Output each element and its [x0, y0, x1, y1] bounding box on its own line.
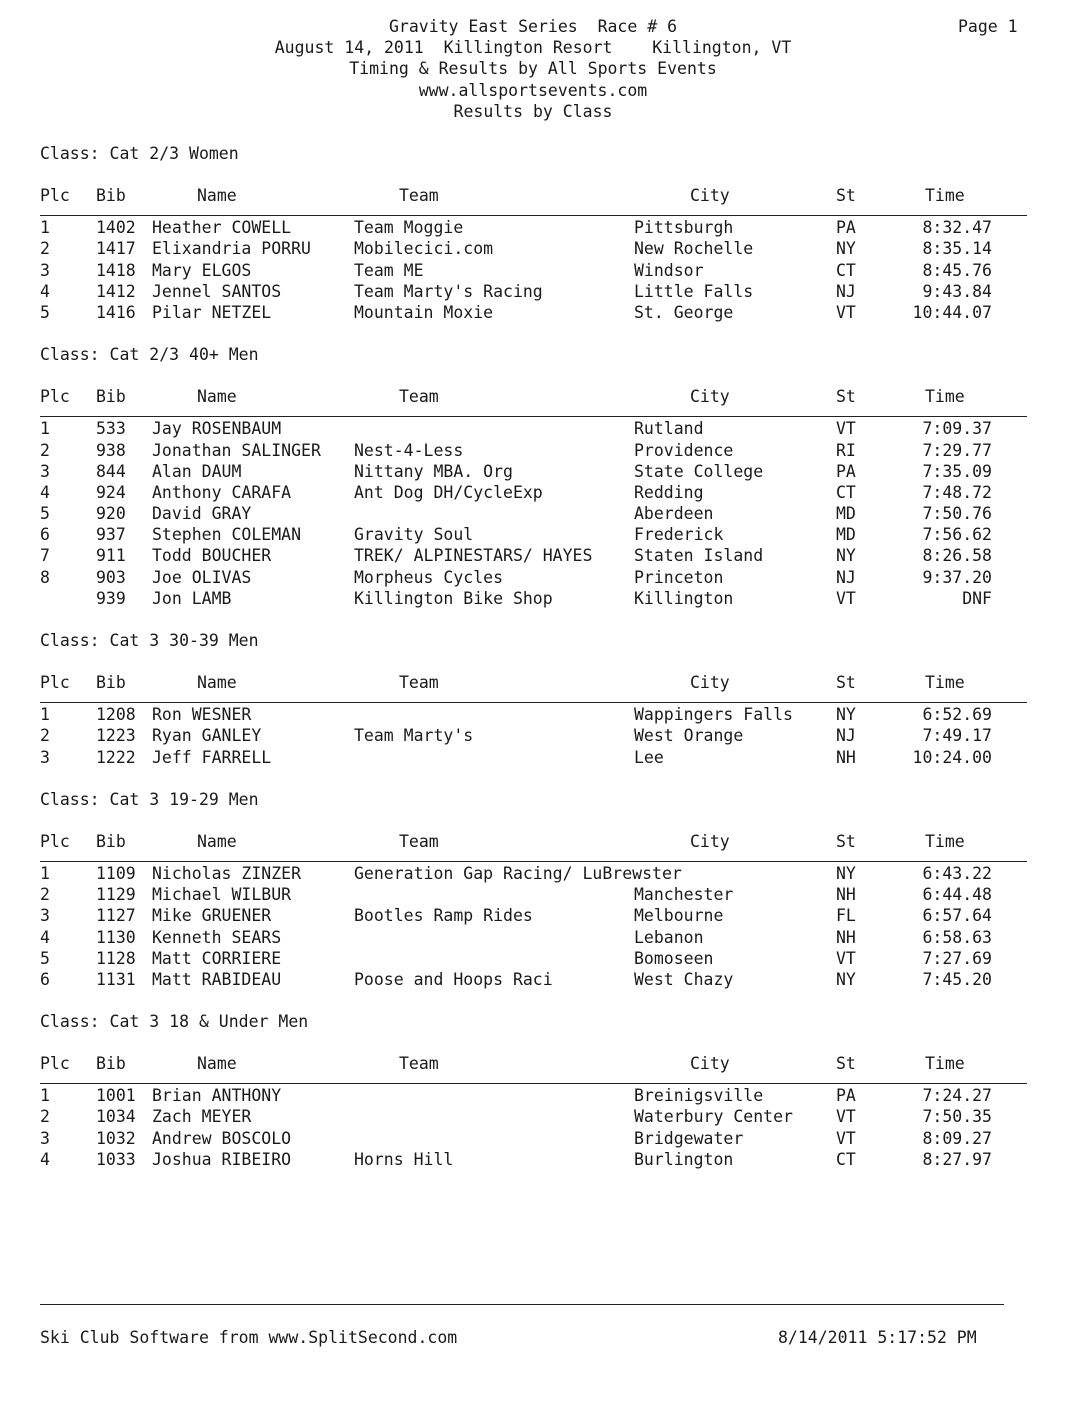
column-header-st: St	[836, 673, 856, 693]
result-row	[40, 260, 1025, 281]
cell-city: Breinigsville	[634, 1086, 764, 1106]
cell-city: New Rochelle	[634, 239, 754, 259]
cell-bib: 1417	[96, 239, 136, 259]
cell-name: Ron WESNER	[152, 705, 252, 725]
result-row	[40, 927, 1025, 948]
results-rows	[40, 1084, 1025, 1170]
cell-time: 6:58.63	[922, 927, 992, 947]
header-line-date-venue: August 14, 2011 Killington Resort Killington, VT	[274, 38, 792, 58]
cell-city: Aberdeen	[634, 504, 714, 524]
cell-st: NH	[836, 885, 856, 905]
cell-name: Jeff FARRELL	[152, 747, 272, 767]
column-header-plc: Plc	[40, 186, 70, 206]
cell-team: Horns Hill	[354, 1149, 454, 1169]
cell-bib: 1130	[96, 927, 136, 947]
result-row	[40, 503, 1025, 524]
cell-team: Nest-4-Less	[354, 440, 464, 460]
column-header-time: Time	[925, 831, 965, 851]
cell-city: Bridgewater	[634, 1128, 744, 1148]
cell-name: Heather COWELL	[152, 218, 292, 238]
cell-plc: 4	[40, 1149, 50, 1169]
cell-bib: 1412	[96, 281, 136, 301]
cell-team: Generation Gap Racing/ LuBrewster	[354, 863, 682, 883]
class-section	[40, 789, 1025, 990]
cell-bib: 1109	[96, 863, 136, 883]
class-section	[40, 630, 1025, 768]
class-title: Class: Cat 3 18 & Under Men	[40, 1012, 309, 1032]
class-section	[40, 1011, 1025, 1170]
column-header-plc: Plc	[40, 831, 70, 851]
cell-st: PA	[836, 1086, 856, 1106]
cell-time: 6:52.69	[922, 705, 992, 725]
cell-st: NY	[836, 969, 856, 989]
column-header-time: Time	[925, 1054, 965, 1074]
cell-bib: 1032	[96, 1128, 136, 1148]
cell-time: 7:56.62	[922, 525, 992, 545]
result-row	[40, 1149, 1025, 1170]
cell-plc: 2	[40, 726, 50, 746]
cell-city: Melbourne	[634, 906, 724, 926]
cell-plc: 1	[40, 705, 50, 725]
cell-name: Pilar NETZEL	[152, 302, 272, 322]
column-header-plc: Plc	[40, 673, 70, 693]
result-row	[40, 725, 1025, 746]
cell-bib: 903	[96, 567, 126, 587]
header-line-website: www.allsportsevents.com	[418, 80, 648, 100]
cell-name: Jonathan SALINGER	[152, 440, 321, 460]
cell-name: Elixandria PORRU	[152, 239, 311, 259]
cell-time: 8:32.47	[922, 218, 992, 238]
result-row	[40, 567, 1025, 588]
cell-plc: 1	[40, 1086, 50, 1106]
header-line-timing: Timing & Results by All Sports Events	[349, 59, 717, 79]
result-row	[40, 948, 1025, 969]
cell-time: 7:49.17	[922, 726, 992, 746]
cell-st: PA	[836, 218, 856, 238]
cell-plc: 1	[40, 419, 50, 439]
result-row	[40, 1128, 1025, 1149]
cell-st: VT	[836, 1128, 856, 1148]
cell-bib: 1001	[96, 1086, 136, 1106]
column-header-bib: Bib	[96, 673, 126, 693]
cell-bib: 1131	[96, 969, 136, 989]
result-row	[40, 863, 1025, 884]
cell-bib: 1222	[96, 747, 136, 767]
cell-team: Team Moggie	[354, 218, 464, 238]
column-header-st: St	[836, 831, 856, 851]
cell-bib: 1418	[96, 260, 136, 280]
cell-team: Gravity Soul	[354, 525, 474, 545]
results-content	[40, 143, 1025, 1191]
result-row	[40, 524, 1025, 545]
cell-time: 6:43.22	[922, 863, 992, 883]
cell-name: Jennel SANTOS	[152, 281, 282, 301]
cell-team: Ant Dog DH/CycleExp	[354, 482, 543, 502]
cell-time: 6:57.64	[922, 906, 992, 926]
column-header-name: Name	[197, 673, 237, 693]
cell-name: Michael WILBUR	[152, 885, 292, 905]
result-row	[40, 217, 1025, 238]
footer-timestamp: 8/14/2011 5:17:52 PM	[778, 1328, 977, 1347]
results-rows	[40, 417, 1025, 609]
cell-st: CT	[836, 1149, 856, 1169]
column-header-city: City	[690, 673, 730, 693]
cell-plc: 6	[40, 969, 50, 989]
cell-st: NJ	[836, 281, 856, 301]
column-header-team: Team	[399, 673, 439, 693]
header-line-report-type: Results by Class	[453, 101, 613, 121]
column-header-team: Team	[399, 186, 439, 206]
cell-time: 7:27.69	[922, 948, 992, 968]
cell-city: Wappingers Falls	[634, 705, 793, 725]
cell-st: NY	[836, 863, 856, 883]
column-header-team: Team	[399, 831, 439, 851]
cell-city: Burlington	[634, 1149, 734, 1169]
result-row	[40, 281, 1025, 302]
cell-plc: 1	[40, 863, 50, 883]
cell-st: FL	[836, 906, 856, 926]
cell-time: 7:50.76	[922, 504, 992, 524]
cell-bib: 1128	[96, 948, 136, 968]
cell-plc: 5	[40, 302, 50, 322]
column-header-row	[40, 386, 1025, 407]
result-row	[40, 1106, 1025, 1127]
column-header-city: City	[690, 387, 730, 407]
cell-st: VT	[836, 302, 856, 322]
cell-st: NH	[836, 927, 856, 947]
result-row	[40, 588, 1025, 609]
results-rows	[40, 216, 1025, 323]
cell-time: 8:09.27	[922, 1128, 992, 1148]
column-header-plc: Plc	[40, 387, 70, 407]
cell-team: Nittany MBA. Org	[354, 461, 513, 481]
column-header-time: Time	[925, 186, 965, 206]
class-title: Class: Cat 2/3 40+ Men	[40, 345, 259, 365]
cell-bib: 939	[96, 588, 126, 608]
class-section	[40, 143, 1025, 323]
cell-team: Bootles Ramp Rides	[354, 906, 533, 926]
cell-st: VT	[836, 948, 856, 968]
cell-name: Stephen COLEMAN	[152, 525, 302, 545]
cell-city: Frederick	[634, 525, 724, 545]
column-header-st: St	[836, 186, 856, 206]
column-header-city: City	[690, 1054, 730, 1074]
cell-team: Mountain Moxie	[354, 302, 494, 322]
cell-bib: 1416	[96, 302, 136, 322]
cell-st: PA	[836, 461, 856, 481]
cell-bib: 938	[96, 440, 126, 460]
cell-city: Rutland	[634, 419, 704, 439]
cell-name: Mary ELGOS	[152, 260, 252, 280]
result-row	[40, 238, 1025, 259]
column-header-bib: Bib	[96, 186, 126, 206]
cell-time: 10:24.00	[912, 747, 992, 767]
cell-st: NH	[836, 747, 856, 767]
page-number: Page 1	[958, 17, 1018, 36]
cell-city: West Orange	[634, 726, 744, 746]
cell-city: Manchester	[634, 885, 734, 905]
cell-st: VT	[836, 1107, 856, 1127]
cell-time: 8:45.76	[922, 260, 992, 280]
column-header-name: Name	[197, 186, 237, 206]
cell-name: Ryan GANLEY	[152, 726, 262, 746]
cell-team: TREK/ ALPINESTARS/ HAYES	[354, 546, 593, 566]
cell-time: 7:09.37	[922, 419, 992, 439]
footer-divider	[40, 1304, 1004, 1305]
cell-team: Morpheus Cycles	[354, 567, 504, 587]
cell-city: Providence	[634, 440, 734, 460]
cell-st: VT	[836, 588, 856, 608]
cell-plc: 1	[40, 218, 50, 238]
cell-plc: 2	[40, 239, 50, 259]
column-header-name: Name	[197, 387, 237, 407]
cell-name: Matt RABIDEAU	[152, 969, 282, 989]
cell-plc: 2	[40, 1107, 50, 1127]
cell-time: 10:44.07	[912, 302, 992, 322]
cell-bib: 911	[96, 546, 126, 566]
cell-city: Lebanon	[634, 927, 704, 947]
cell-plc: 5	[40, 504, 50, 524]
cell-city: State College	[634, 461, 764, 481]
cell-name: Joshua RIBEIRO	[152, 1149, 292, 1169]
cell-team: Team Marty's	[354, 726, 474, 746]
cell-bib: 1402	[96, 218, 136, 238]
cell-st: NJ	[836, 726, 856, 746]
class-title: Class: Cat 3 30-39 Men	[40, 631, 259, 650]
column-header-city: City	[690, 186, 730, 206]
cell-name: Jay ROSENBAUM	[152, 419, 282, 439]
class-title: Class: Cat 2/3 Women	[40, 144, 239, 163]
cell-bib: 1223	[96, 726, 136, 746]
cell-time: 9:43.84	[922, 281, 992, 301]
class-section	[40, 344, 1025, 609]
cell-bib: 920	[96, 504, 126, 524]
cell-name: Jon LAMB	[152, 588, 232, 608]
cell-plc: 4	[40, 927, 50, 947]
cell-plc: 3	[40, 260, 50, 280]
cell-plc: 3	[40, 906, 50, 926]
cell-city: Pittsburgh	[634, 218, 734, 238]
cell-team: Poose and Hoops Raci	[354, 969, 553, 989]
cell-city: Lee	[634, 747, 664, 767]
header-line-series: Gravity East Series Race # 6	[388, 17, 678, 36]
cell-city: Redding	[634, 482, 704, 502]
result-row	[40, 418, 1025, 439]
result-row	[40, 545, 1025, 566]
cell-st: RI	[836, 440, 856, 460]
cell-plc: 3	[40, 747, 50, 767]
result-row	[40, 884, 1025, 905]
column-header-st: St	[836, 387, 856, 407]
cell-name: Joe OLIVAS	[152, 567, 252, 587]
cell-team: Mobilecici.com	[354, 239, 494, 259]
column-header-name: Name	[197, 831, 237, 851]
cell-time: DNF	[962, 588, 992, 608]
column-header-bib: Bib	[96, 387, 126, 407]
column-header-team: Team	[399, 387, 439, 407]
cell-st: CT	[836, 482, 856, 502]
cell-plc: 3	[40, 461, 50, 481]
cell-time: 7:35.09	[922, 461, 992, 481]
column-header-row	[40, 672, 1025, 693]
cell-bib: 1034	[96, 1107, 136, 1127]
cell-city: Bomoseen	[634, 948, 714, 968]
cell-bib: 844	[96, 461, 126, 481]
cell-time: 7:50.35	[922, 1107, 992, 1127]
column-header-bib: Bib	[96, 1054, 126, 1074]
results-rows	[40, 862, 1025, 990]
cell-name: Matt CORRIERE	[152, 948, 282, 968]
results-rows	[40, 703, 1025, 768]
cell-city: Princeton	[634, 567, 724, 587]
cell-bib: 924	[96, 482, 126, 502]
class-title: Class: Cat 3 19-29 Men	[40, 789, 259, 809]
cell-plc: 5	[40, 948, 50, 968]
result-row	[40, 482, 1025, 503]
cell-plc: 6	[40, 525, 50, 545]
result-row	[40, 1085, 1025, 1106]
column-header-city: City	[690, 831, 730, 851]
cell-bib: 1129	[96, 885, 136, 905]
cell-time: 8:35.14	[922, 239, 992, 259]
result-row	[40, 461, 1025, 482]
cell-time: 7:45.20	[922, 969, 992, 989]
cell-time: 7:48.72	[922, 482, 992, 502]
column-header-plc: Plc	[40, 1054, 70, 1074]
cell-plc: 8	[40, 567, 50, 587]
cell-plc: 4	[40, 281, 50, 301]
result-row	[40, 440, 1025, 461]
cell-plc: 2	[40, 885, 50, 905]
cell-st: MD	[836, 525, 856, 545]
cell-bib: 533	[96, 419, 126, 439]
cell-team: Team ME	[354, 260, 424, 280]
column-header-row	[40, 185, 1025, 206]
cell-name: Andrew BOSCOLO	[152, 1128, 292, 1148]
cell-city: West Chazy	[634, 969, 734, 989]
cell-plc: 7	[40, 546, 50, 566]
column-header-time: Time	[925, 387, 965, 407]
result-row	[40, 302, 1025, 323]
cell-st: NY	[836, 705, 856, 725]
cell-st: MD	[836, 504, 856, 524]
result-row	[40, 704, 1025, 725]
cell-plc: 4	[40, 482, 50, 502]
cell-name: Anthony CARAFA	[152, 482, 292, 502]
cell-bib: 1127	[96, 906, 136, 926]
cell-time: 7:24.27	[922, 1086, 992, 1106]
column-header-row	[40, 831, 1025, 852]
cell-time: 7:29.77	[922, 440, 992, 460]
column-header-team: Team	[399, 1054, 439, 1074]
cell-bib: 1208	[96, 705, 136, 725]
cell-name: Mike GRUENER	[152, 906, 272, 926]
cell-name: Todd BOUCHER	[152, 546, 272, 566]
cell-name: Brian ANTHONY	[152, 1086, 282, 1106]
cell-name: David GRAY	[152, 504, 252, 524]
column-header-st: St	[836, 1054, 856, 1074]
footer-software-credit: Ski Club Software from www.SplitSecond.com	[40, 1328, 458, 1347]
column-header-row	[40, 1053, 1025, 1074]
result-row	[40, 969, 1025, 990]
cell-st: CT	[836, 260, 856, 280]
cell-time: 6:44.48	[922, 885, 992, 905]
cell-city: Waterbury Center	[634, 1107, 793, 1127]
cell-city: Killington	[634, 588, 734, 608]
cell-team: Team Marty's Racing	[354, 281, 543, 301]
cell-city: St. George	[634, 302, 734, 322]
column-header-time: Time	[925, 673, 965, 693]
cell-name: Kenneth SEARS	[152, 927, 282, 947]
result-row	[40, 747, 1025, 768]
result-row	[40, 905, 1025, 926]
report-header	[0, 16, 1066, 122]
cell-city: Little Falls	[634, 281, 754, 301]
cell-team: Killington Bike Shop	[354, 588, 553, 608]
cell-time: 8:27.97	[922, 1149, 992, 1169]
column-header-bib: Bib	[96, 831, 126, 851]
cell-name: Nicholas ZINZER	[152, 863, 302, 883]
cell-name: Alan DAUM	[152, 461, 242, 481]
cell-plc: 2	[40, 440, 50, 460]
cell-time: 9:37.20	[922, 567, 992, 587]
cell-st: NY	[836, 239, 856, 259]
cell-bib: 937	[96, 525, 126, 545]
cell-name: Zach MEYER	[152, 1107, 252, 1127]
cell-time: 8:26.58	[922, 546, 992, 566]
cell-city: Staten Island	[634, 546, 764, 566]
cell-st: NY	[836, 546, 856, 566]
cell-st: VT	[836, 419, 856, 439]
cell-city: Windsor	[634, 260, 704, 280]
cell-bib: 1033	[96, 1149, 136, 1169]
cell-plc: 3	[40, 1128, 50, 1148]
cell-st: NJ	[836, 567, 856, 587]
column-header-name: Name	[197, 1054, 237, 1074]
